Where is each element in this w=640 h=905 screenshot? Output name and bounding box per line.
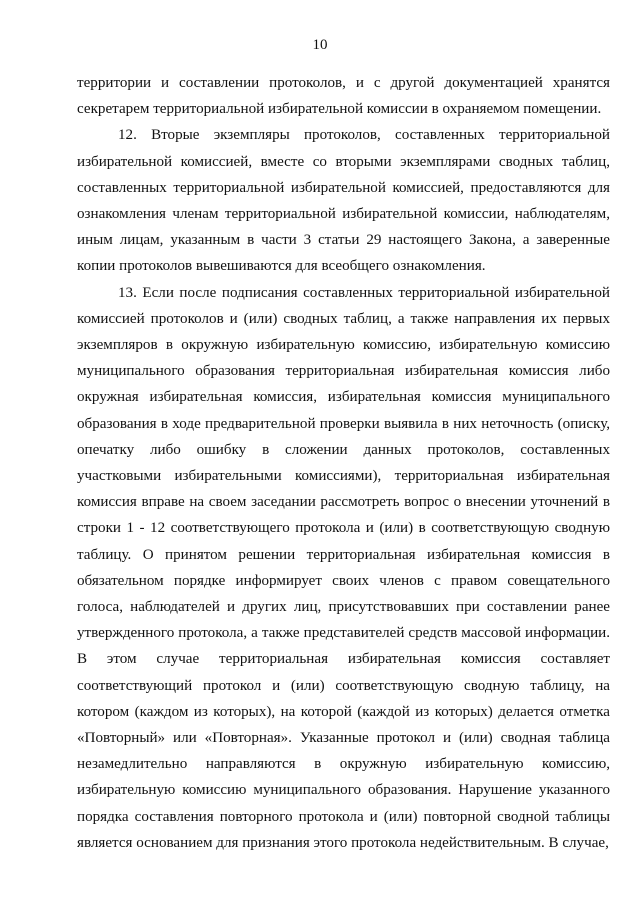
- document-body: [77, 70, 610, 856]
- page-number: 10: [312, 37, 328, 53]
- paragraph-13: 13. Если после подписания составленных территориальной избирательной комиссией протоколов и (или) сводных таблиц, а также направления их первых экземпляров в окружную избирательную комиссию, избирательную комиссию муниципального образования территориальная избирательная комиссия либо окружная избирательная комиссия, избирательная комиссия муниципального образования в ходе предварительной проверки выявила в них неточность (описку, опечатку либо ошибку в сложении данных протоколов, составленных участковыми избирательными комиссиями), территориальная избирательная комиссия вправе на своем заседании рассмотреть вопрос о внесении уточнений в строки 1 - 12 соответствующего протокола и (или) в соответствующую сводную таблицу. О принятом решении территориальная избирательная комиссия в обязательном порядке информирует своих членов с правом совещательного голоса, наблюдателей и других лиц, присутствовавших при составлении ранее утвержденного протокола, а также представителей средств массовой информации. В этом случае территориальная избирательная комиссия составляет соответствующий протокол и (или) соответствующую сводную таблицу, на котором (каждом из которых), на которой (каждой из которых) делается отметка «Повторный» или «Повторная». Указанные протокол и (или) сводная таблица незамедлительно направляются в окружную избирательную комиссию, избирательную комиссию муниципального образования. Нарушение указанного порядка составления повторного протокола и (или) повторной сводной таблицы является основанием для признания этого протокола недействительным. В случае,: [77, 284, 610, 851]
- paragraph-12: 12. Вторые экземпляры протоколов, составленных территориальной избирательной комиссией, вместе со вторыми экземплярами сводных таблиц, составленных территориальной избирательной комиссией, предоставляются для ознакомления членам территориальной избирательной комиссии, наблюдателям, иным лицам, указанным в части 3 статьи 29 настоящего Закона, а заверенные копии протоколов вывешиваются для всеобщего ознакомления.: [77, 127, 610, 275]
- paragraph-continuation: территории и составлении протоколов, и с другой документацией хранятся секретарем территориальной избирательной комиссии в охраняемом помещении.: [77, 75, 610, 118]
